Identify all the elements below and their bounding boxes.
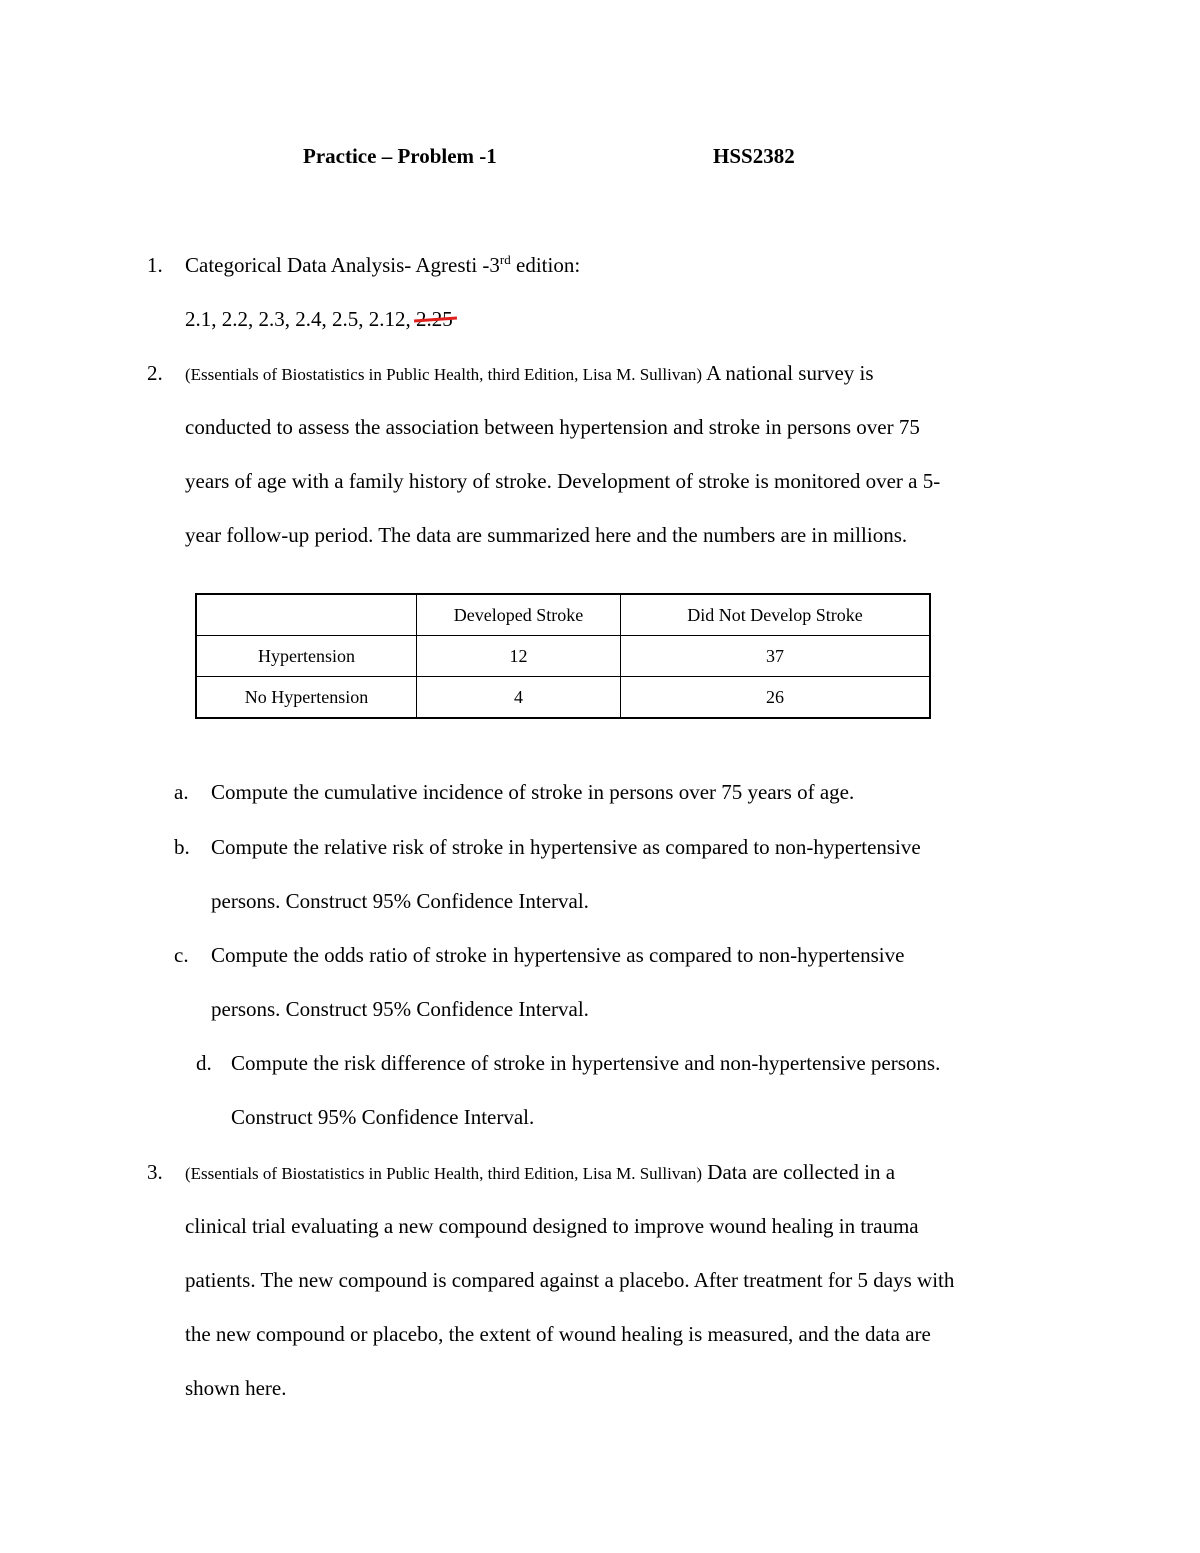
table-row — [196, 677, 930, 719]
sub-b-label: b. — [174, 835, 190, 859]
table-cell: 37 — [621, 636, 931, 677]
sub-d-line2: Construct 95% Confidence Interval. — [231, 1105, 535, 1129]
q3-line1 — [185, 1160, 895, 1186]
table-header-row — [196, 594, 930, 636]
q3-line2: clinical trial evaluating a new compound designed to improve wound healing in trauma — [185, 1214, 919, 1238]
sub-d-line1: Compute the risk difference of stroke in hypertensive and non-hypertensive persons. — [231, 1051, 941, 1075]
q2-number: 2. — [147, 361, 163, 385]
page-title: Practice – Problem -1 — [303, 144, 497, 168]
sub-a-label: a. — [174, 780, 189, 804]
sub-d-label: d. — [196, 1051, 212, 1075]
sub-c-line1: Compute the odds ratio of stroke in hypertensive as compared to non-hypertensive — [211, 943, 905, 967]
q3-line3: patients. The new compound is compared against a placebo. After treatment for 5 days with — [185, 1268, 955, 1292]
q2-line1 — [185, 361, 874, 387]
q2-line2: conducted to assess the association between hypertension and stroke in persons over 75 — [185, 415, 920, 439]
q2-line3: years of age with a family history of stroke. Development of stroke is monitored over a 5- — [185, 469, 941, 493]
sub-c-label: c. — [174, 943, 189, 967]
q2-line4: year follow-up period. The data are summarized here and the numbers are in millions. — [185, 523, 908, 547]
q1-struck-exercise-text: 2.25 — [416, 307, 453, 331]
q1-superscript: rd — [499, 252, 511, 267]
table-row-label: Hypertension — [196, 636, 417, 677]
sub-c-line2: persons. Construct 95% Confidence Interval. — [211, 997, 589, 1021]
q2-line1-rest: A national survey is — [702, 361, 874, 385]
table-cell: 26 — [621, 677, 931, 719]
q1-text-main: Categorical Data Analysis- Agresti -3 — [185, 253, 500, 277]
table-cell: 12 — [417, 636, 621, 677]
sub-b-line1: Compute the relative risk of stroke in hypertensive as compared to non-hypertensive — [211, 835, 921, 859]
q1-number: 1. — [147, 253, 163, 277]
course-code: HSS2382 — [713, 144, 795, 168]
sub-a-text: Compute the cumulative incidence of stroke in persons over 75 years of age. — [211, 780, 855, 804]
q3-line1-rest: Data are collected in a — [702, 1160, 896, 1184]
table-cell: 4 — [417, 677, 621, 719]
table-header-cell: Developed Stroke — [417, 594, 621, 636]
table-header-cell — [196, 594, 417, 636]
q1-struck-exercise — [416, 307, 453, 331]
table-row — [196, 636, 930, 677]
q1-text-tail: edition: — [510, 253, 581, 277]
q3-line5: shown here. — [185, 1376, 287, 1400]
q1-exercises-line — [185, 307, 453, 331]
sub-b-line2: persons. Construct 95% Confidence Interval. — [211, 889, 589, 913]
q3-line4: the new compound or placebo, the extent of wound healing is measured, and the data are — [185, 1322, 931, 1346]
q1-exercises: 2.1, 2.2, 2.3, 2.4, 2.5, 2.12, — [185, 307, 416, 331]
stroke-table — [195, 593, 931, 719]
q3-number: 3. — [147, 1160, 163, 1184]
table-header-cell: Did Not Develop Stroke — [621, 594, 931, 636]
q2-source: (Essentials of Biostatistics in Public Health, third Edition, Lisa M. Sullivan) — [185, 365, 703, 384]
table-row-label: No Hypertension — [196, 677, 417, 719]
q3-source: (Essentials of Biostatistics in Public Health, third Edition, Lisa M. Sullivan) — [185, 1164, 703, 1183]
q1-text — [185, 253, 580, 277]
